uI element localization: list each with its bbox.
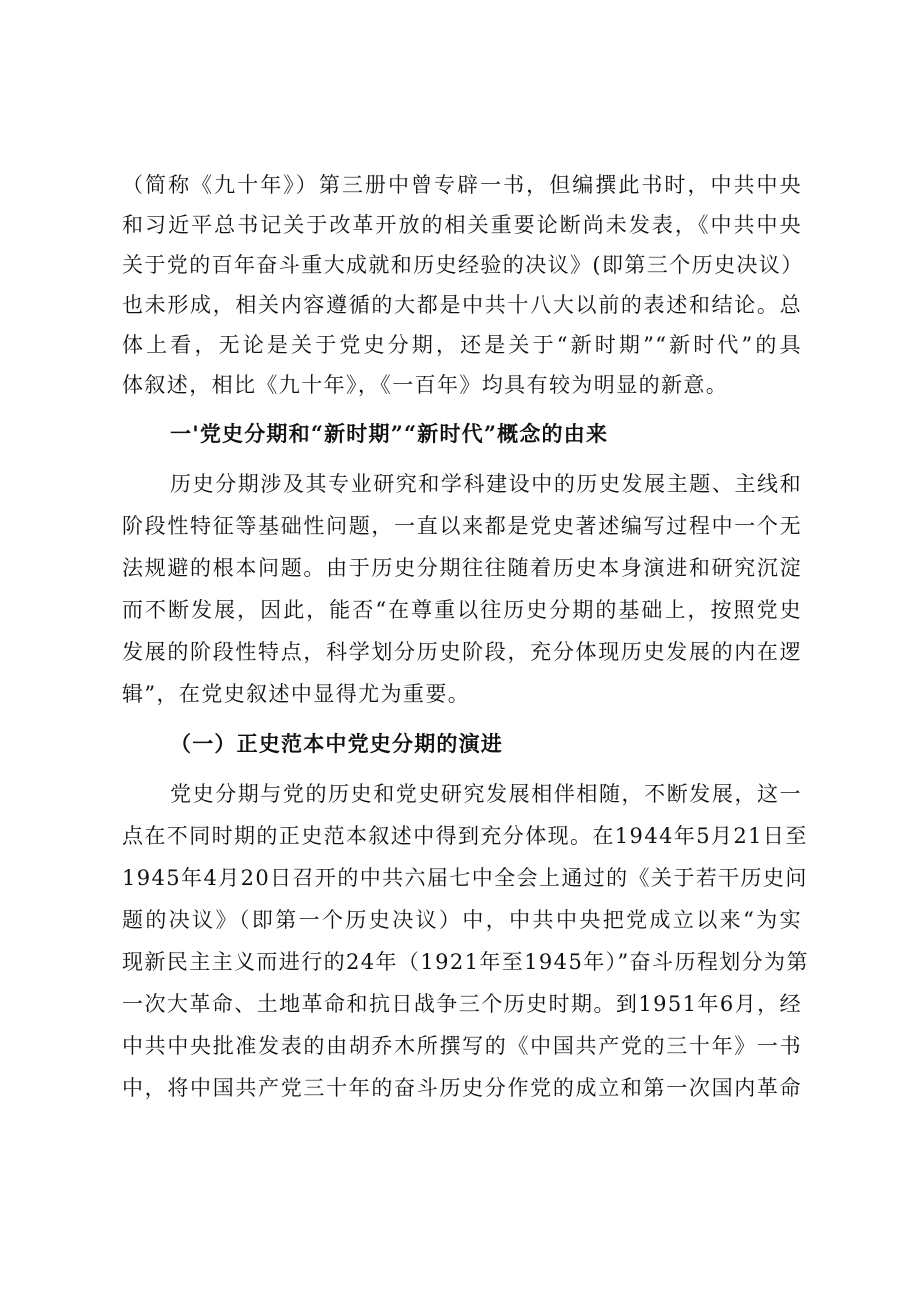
text-line: 点在不同时期的正史范本叙述中得到充分体现。在1944年5月21日至: [122, 824, 808, 848]
subsection-heading: （一）正史范本中党史分期的演进: [170, 731, 503, 756]
text-line: 中共中央批准发表的由胡乔木所撰写的《中国共产党的三十年》一书: [122, 1034, 802, 1058]
text-line: 1945年4月20日召开的中共六届七中全会上通过的《关于若干历史问: [122, 866, 808, 890]
section-heading: 一'党史分期和“新时期”“新时代”概念的由来: [170, 421, 609, 446]
text-line: 体上看，无论是关于党史分期，还是关于“新时期”“新时代”的具: [122, 333, 802, 357]
text-line: 发展的阶段性特点，科学划分历史阶段，充分体现历史发展的内在逻: [122, 640, 802, 664]
text-line: 法规避的根本问题。由于历史分期往往随着历史本身演进和研究沉淀: [122, 556, 802, 580]
text-line: 一次大革命、土地革命和抗日战争三个历史时期。到1951年6月，经: [122, 992, 802, 1016]
text-line: 历史分期涉及其专业研究和学科建设中的历史发展主题、主线和: [170, 472, 802, 496]
text-line: 体叙述，相比《九十年》，《一百年》均具有较为明显的新意。: [122, 373, 729, 397]
text-line: 题的决议》（即第一个历史决议）中，中共中央把党成立以来“为实: [122, 908, 802, 932]
text-line: 阶段性特征等基础性问题，一直以来都是党史著述编写过程中一个无: [122, 514, 802, 538]
text-line: 党史分期与党的历史和党史研究发展相伴相随，不断发展，这一: [170, 782, 802, 806]
text-line: 也未形成，相关内容遵循的大都是中共十八大以前的表述和结论。总: [122, 293, 802, 317]
text-line: （简称《九十年》）第三册中曾专辟一书，但编撰此书时，中共中央: [122, 173, 802, 197]
text-line: 现新民主主义而进行的24年（1921年至1945年）”奋斗历程划分为第: [122, 950, 809, 974]
text-line: 而不断发展，因此，能否“在尊重以往历史分期的基础上，按照党史: [122, 598, 802, 622]
text-line: 和习近平总书记关于改革开放的相关重要论断尚未发表，《中共中央: [122, 213, 802, 237]
text-line: 辑”，在党史叙述中显得尤为重要。: [122, 682, 471, 706]
text-line: 关于党的百年奋斗重大成就和历史经验的决议》(即第三个历史决议）: [122, 253, 804, 277]
text-line: 中，将中国共产党三十年的奋斗历史分作党的成立和第一次国内革命: [122, 1076, 802, 1100]
